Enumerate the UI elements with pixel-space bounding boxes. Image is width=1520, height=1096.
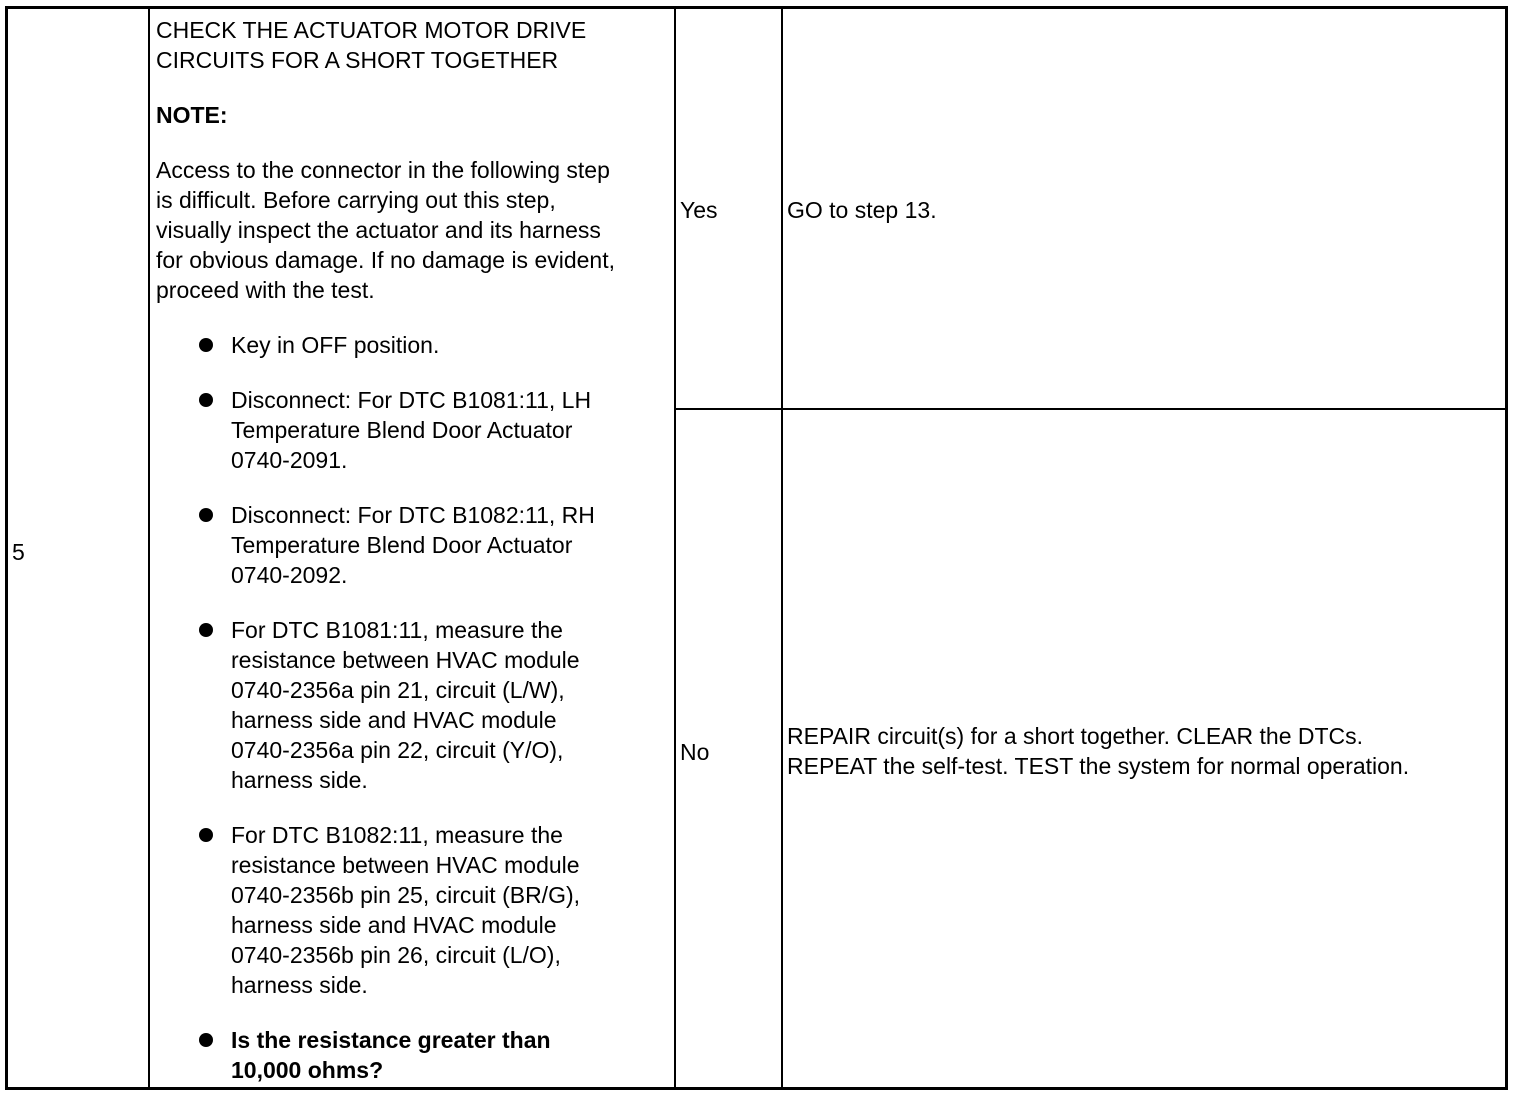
list-item	[156, 500, 671, 590]
bullet-icon	[199, 393, 213, 407]
note-text: Access to the connector in the following step is difficult. Before carrying out this step, visually inspect the actuator and its harness for obvious damage. If no damage is evident, proceed with the test.	[156, 157, 616, 303]
bullet-icon	[199, 338, 213, 352]
note-label: NOTE:	[156, 102, 228, 128]
list-item	[156, 385, 671, 475]
list-item	[156, 330, 671, 360]
column-divider	[148, 9, 150, 1087]
row-divider	[674, 408, 1505, 410]
list-item	[156, 820, 671, 1000]
list-item-text: For DTC B1082:11, measure the resistance between HVAC module 0740-2356b pin 25, circuit (BR/G), harness side and HVAC module 0740-2356b pin 26, circuit (L/O), harness side.	[231, 822, 581, 998]
list-item-text: Key in OFF position.	[231, 332, 440, 358]
no-action-text: REPAIR circuit(s) for a short together. CLEAR the DTCs. REPEAT the self-test. TEST the system for normal operation.	[787, 723, 1410, 779]
column-divider	[674, 9, 676, 1087]
procedure-list	[156, 330, 671, 1085]
list-item-text: Disconnect: For DTC B1082:11, RH Temperature Blend Door Actuator 0740-2092.	[231, 502, 595, 588]
column-divider	[781, 9, 783, 1087]
yes-action-text: GO to step 13.	[787, 197, 937, 223]
bullet-icon	[199, 1033, 213, 1047]
bullet-icon	[199, 828, 213, 842]
list-item-text: Disconnect: For DTC B1081:11, LH Temperature Blend Door Actuator 0740-2091.	[231, 387, 592, 473]
list-item	[156, 615, 671, 795]
list-item-text: For DTC B1081:11, measure the resistance between HVAC module 0740-2356a pin 21, circuit (L/W), harness side and HVAC module 0740-2356a pin 22, circuit (Y/O), harness side.	[231, 617, 580, 793]
bullet-icon	[199, 508, 213, 522]
step-title: CHECK THE ACTUATOR MOTOR DRIVE CIRCUITS FOR A SHORT TOGETHER	[156, 17, 587, 73]
diagnostic-step-table	[5, 6, 1508, 1090]
answer-yes-label: Yes	[680, 197, 718, 223]
question-text: Is the resistance greater than 10,000 ohms?	[231, 1027, 551, 1083]
answer-no-label: No	[680, 739, 710, 765]
step-number: 5	[12, 539, 25, 565]
procedure-cell	[156, 15, 671, 1085]
question-item	[156, 1025, 671, 1085]
bullet-icon	[199, 623, 213, 637]
